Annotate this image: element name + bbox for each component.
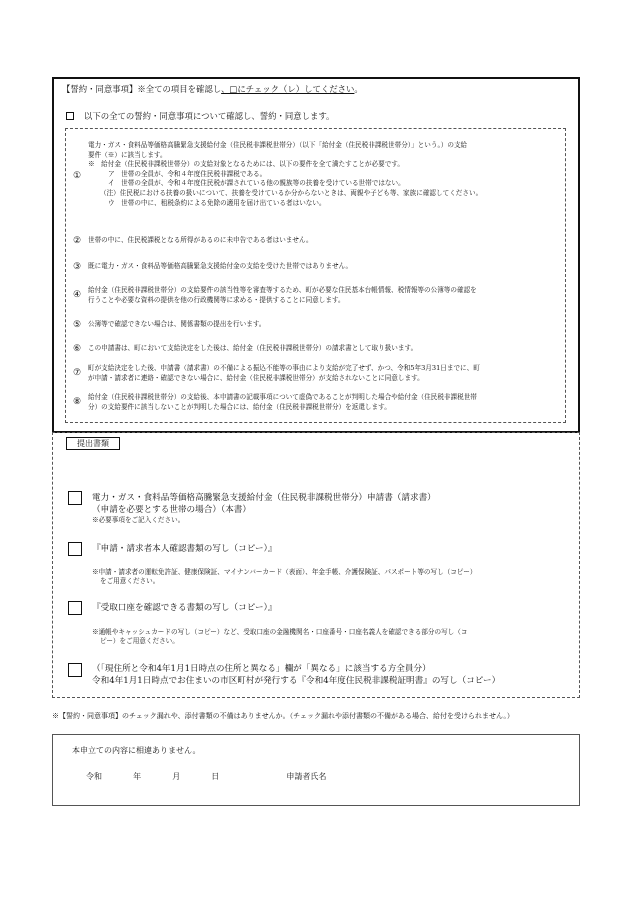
agree-all-checkbox[interactable] [66, 112, 74, 120]
doc-note: ※必要事項をご記入ください。 [92, 516, 185, 524]
pledge-instruction-underlined: 、□にチェック（レ）してください [221, 84, 355, 94]
doc-1 [92, 492, 436, 525]
era-label: 令和 [86, 772, 102, 781]
pledge-item-text: 町が支給決定をした後、申請書（請求書）の不備による振込不能等の事由により支給が完了せず、かつ、令和5年3月31日までに、町 [88, 364, 480, 372]
doc-4 [92, 663, 500, 687]
doc-1-checkbox[interactable] [68, 491, 82, 505]
pledge-item-text: この申請書は、町において支給決定をした後は、給付金（住民税非課税世帯分）の請求書として取り扱います。 [88, 344, 418, 352]
pledge-item-text: イ 世帯の全員が、令和４年度住民税が課されている他の親族等の扶養を受けている世帯ではない。 [108, 179, 405, 188]
pledge-item-text: 電力・ガス・食料品等価格高騰緊急支援給付金（住民税非課税世帯分）（以下「給付金（住民税非課税世帯分）」という。）の支給 [88, 141, 468, 149]
pledge-item-number: ⑦ [72, 368, 82, 378]
pledge-item-text: ※ 給付金（住民税非課税世帯分）の支給対象となるためには、以下の要件を全て満たすことが必要です。 [88, 160, 404, 169]
pledge-item-1 [66, 141, 566, 208]
pledge-instruction: ※全ての項目を確認し [137, 84, 222, 94]
doc-2-notes [92, 568, 476, 586]
doc-title: 『受取口座を確認できる書類の写し（コピー）』 [92, 603, 277, 613]
pledge-item-text: 分）の支給要件に該当しないことが判明した場合には、給付金（住民税非課税世帯分）を返還します。 [88, 402, 391, 411]
pledge-item-text: ア 世帯の全員が、令和４年度住民税非課税である。 [108, 169, 267, 178]
applicant-name-label: 申請者氏名 [286, 772, 327, 781]
pledge-item-number: ④ [72, 290, 82, 300]
day-label: 日 [211, 772, 220, 781]
pledge-item-text: 公簿等で確認できない場合は、関係書類の提出を行います。 [88, 320, 266, 328]
pledge-item-text: 要件（※）に該当します。 [88, 150, 167, 159]
pledge-item-number: ⑧ [72, 397, 82, 407]
pledge-item-text: 既に電力・ガス・食料品等価格高騰緊急支援給付金の支給を受けた世帯ではありません。 [88, 262, 353, 270]
doc-title: （「現住所と令和4年1月1日時点の住所と異なる」欄が「異なる」に該当する方全員分） [92, 664, 431, 674]
pledge-item-number: ⑥ [72, 344, 82, 354]
doc-note: ※通帳やキャッシュカードの写し（コピー）など、受取口座の金融機関名・口座番号・口座名義人を確認できる部分の写し（コ [92, 628, 468, 636]
doc-2 [92, 543, 276, 555]
month-label: 月 [172, 772, 181, 781]
pledge-item-text: 世帯の中に、住民税課税となる所得があるのに未申告である者はいません。 [88, 236, 313, 244]
pledge-item-number: ⑤ [72, 320, 82, 330]
bottom-note: ※【誓約・同意事項】のチェック漏れや、添付書類の不備はありませんか。（チェック漏れや添付書類の不備がある場合、給付を受けられません。） [52, 712, 514, 720]
doc-3-notes [92, 628, 467, 646]
pledge-item-3 [66, 262, 566, 272]
pledge-item-text: 給付金（住民税非課税世帯分）の支給要件の該当性等を審査等するため、町が必要な住民基本台帳情報、税情報等の公簿等の確認を [88, 286, 477, 294]
pledge-item-2 [66, 236, 566, 246]
doc-title: 『申請・請求者本人確認書類の写し（コピー）』 [92, 544, 277, 554]
pledge-item-7 [66, 364, 566, 383]
pledge-item-4 [66, 286, 566, 305]
pledge-item-number: ① [72, 171, 82, 181]
doc-title: 電力・ガス・食料品等価格高騰緊急支援給付金（住民税非課税世帯分）申請書（請求書） [92, 493, 436, 503]
pledge-item-number: ② [72, 236, 82, 246]
doc-2-checkbox[interactable] [68, 542, 82, 556]
pledge-item-text: （注）住民税における扶養の扱いについて、扶養を受けているか分からないときは、両親や子ども等、家族に確認してください。 [100, 188, 483, 197]
agree-all-row [66, 110, 334, 122]
date-row [86, 771, 326, 782]
pledge-item-text: ウ 世帯の中に、租税条約による免除の適用を届け出ている者はいない。 [108, 198, 326, 207]
declaration-text: 本申立ての内容に相違ありません。 [72, 746, 201, 755]
agree-all-label: 以下の全ての誓約・同意事項について確認し、誓約・同意します。 [84, 111, 335, 121]
pledge-item-text: 給付金（住民税非課税世帯分）の支給後、本申請書の記載事項について虚偽であることが判明した場合や給付金（住民税非課税世帯 [88, 393, 477, 401]
pledge-instruction-end: 。 [354, 84, 363, 94]
doc-3 [92, 602, 276, 614]
pledge-header-label: 【誓約・同意事項】 [62, 84, 138, 94]
year-label: 年 [133, 772, 142, 781]
pledge-item-5 [66, 320, 566, 330]
doc-title: 令和4年1月1日時点でお住まいの市区町村が発行する『令和4年度住民税非課税証明書』の写し（コピー） [92, 676, 501, 686]
doc-note: ※申請・請求者の運転免許証、健康保険証、マイナンバーカード（表面）、年金手帳、介護保険証、パスポート等の写し（コピー） [92, 568, 477, 576]
doc-note: ピー）をご用意ください。 [100, 637, 179, 645]
doc-note: をご用意ください。 [100, 577, 160, 585]
pledge-item-8 [66, 393, 566, 412]
doc-title: （申請を必要とする世帯の場合）（本書） [92, 505, 251, 515]
doc-4-checkbox[interactable] [68, 663, 82, 677]
pledge-item-number: ③ [72, 262, 82, 272]
submit-docs-section [52, 432, 580, 698]
doc-3-checkbox[interactable] [68, 601, 82, 615]
pledge-header [62, 83, 363, 95]
submit-docs-title: 提出書類 [66, 437, 120, 450]
pledge-item-6 [66, 344, 566, 354]
pledge-item-text: が申請・請求者に連絡・確認できない場合に、給付金（住民税非課税世帯分）が支給されないことに同意します。 [88, 373, 424, 382]
pledge-item-text: 行うことや必要な資料の提供を他の行政機関等に求める・提供することに同意します。 [88, 295, 345, 304]
